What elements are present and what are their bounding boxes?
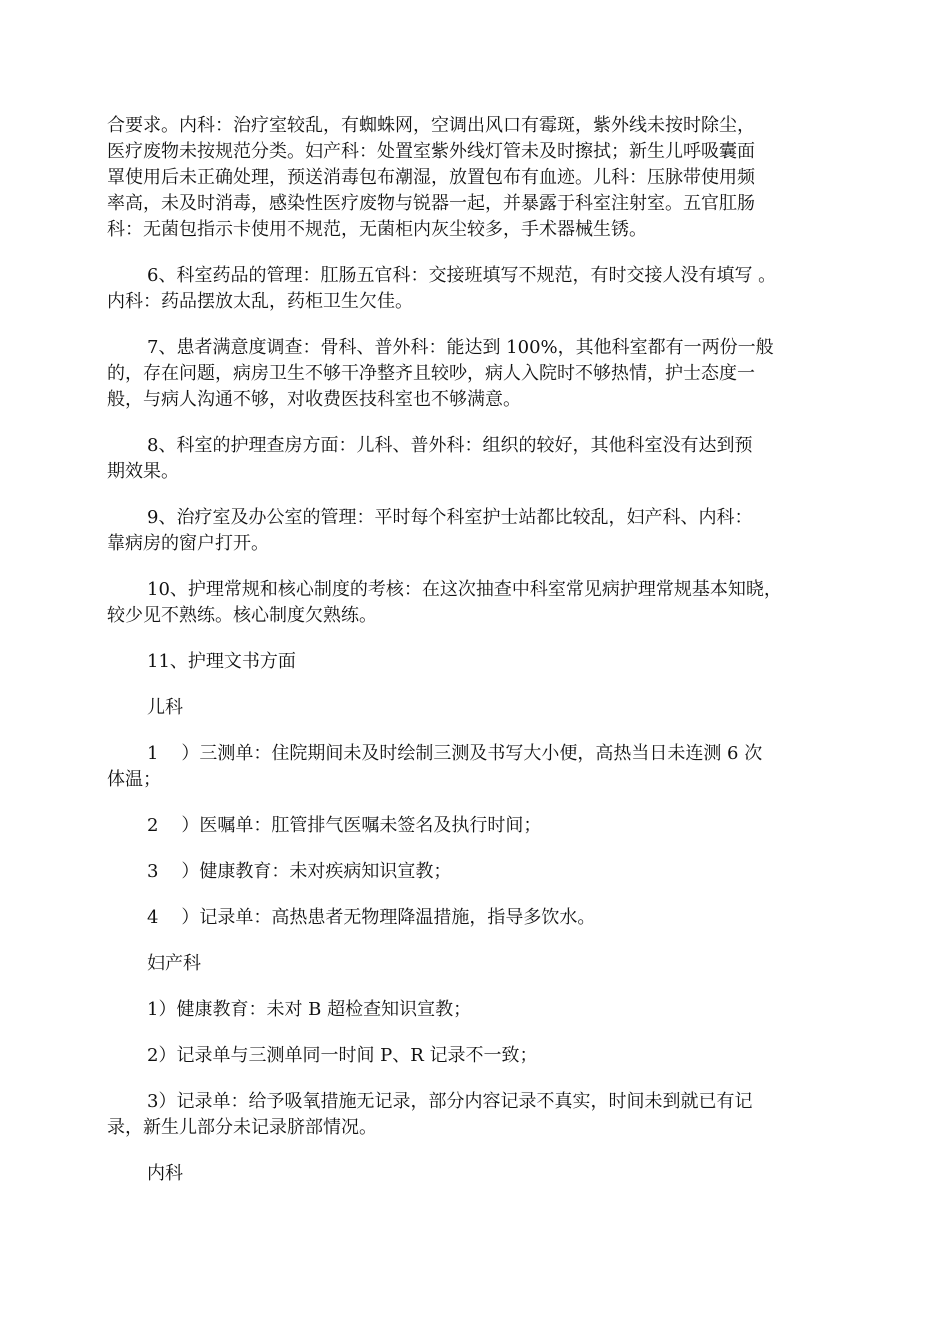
text-line: 8、科室的护理查房方面：儿科、普外科：组织的较好，其他科室没有达到预 [147, 435, 753, 456]
text-line: 般，与病人沟通不够，对收费医技科室也不够满意。 [107, 389, 521, 410]
document-body [107, 113, 867, 1207]
paragraph [107, 813, 867, 839]
text-line: 3 ）健康教育：未对疾病知识宣教； [147, 861, 452, 882]
text-line: 儿科 [147, 697, 183, 718]
paragraph [107, 695, 867, 721]
text-line: 10、护理常规和核心制度的考核：在这次抽查中科室常见病护理常规基本知晓， [147, 579, 782, 600]
text-line: 的，存在问题，病房卫生不够干净整齐且较吵，病人入院时不够热情，护士态度一 [107, 363, 755, 384]
paragraph [107, 997, 867, 1023]
text-line: 11、护理文书方面 [147, 651, 296, 672]
text-line: 靠病房的窗户打开。 [107, 533, 269, 554]
paragraph [107, 1043, 867, 1069]
text-line: 较少见不熟练。核心制度欠熟练。 [107, 605, 377, 626]
paragraph [107, 335, 867, 413]
text-line: 体温； [107, 769, 161, 790]
paragraph [107, 505, 867, 557]
text-line: 妇产科 [147, 953, 201, 974]
paragraph [107, 1161, 867, 1187]
paragraph [107, 859, 867, 885]
text-line: 罩使用后未正确处理，预送消毒包布潮湿，放置包布有血迹。儿科：压脉带使用频 [107, 167, 755, 188]
text-line: 7、患者满意度调查：骨科、普外科：能达到 100%，其他科室都有一两份一般 [147, 337, 774, 358]
text-line: 内科 [147, 1163, 183, 1184]
text-line: 1 ）三测单：住院期间未及时绘制三测及书写大小便，高热当日未连测 6 次 [147, 743, 763, 764]
text-line: 率高，未及时消毒，感染性医疗废物与锐器一起，并暴露于科室注射室。五官肛肠 [107, 193, 755, 214]
text-line: 内科：药品摆放太乱，药柜卫生欠佳。 [107, 291, 413, 312]
text-line: 录，新生儿部分未记录脐部情况。 [107, 1117, 377, 1138]
text-line: 期效果。 [107, 461, 179, 482]
paragraph [107, 649, 867, 675]
paragraph [107, 433, 867, 485]
paragraph [107, 577, 867, 629]
text-line: 4 ）记录单：高热患者无物理降温措施，指导多饮水。 [147, 907, 596, 928]
paragraph [107, 1089, 867, 1141]
text-line: 3）记录单：给予吸氧措施无记录，部分内容记录不真实，时间未到就已有记 [147, 1091, 753, 1112]
text-line: 2 ）医嘱单：肛管排气医嘱未签名及执行时间； [147, 815, 542, 836]
paragraph [107, 951, 867, 977]
text-line: 医疗废物未按规范分类。妇产科：处置室紫外线灯管未及时擦拭；新生儿呼吸囊面 [107, 141, 755, 162]
text-line: 2）记录单与三测单同一时间 P、R 记录不一致； [147, 1045, 538, 1066]
text-line: 6、科室药品的管理：肛肠五官科：交接班填写不规范，有时交接人没有填写 。 [147, 265, 777, 286]
paragraph [107, 905, 867, 931]
text-line: 合要求。内科：治疗室较乱，有蜘蛛网，空调出风口有霉斑，紫外线未按时除尘， [107, 115, 755, 136]
text-line: 9、治疗室及办公室的管理：平时每个科室护士站都比较乱，妇产科、内科： [147, 507, 753, 528]
text-line: 1）健康教育：未对 B 超检查知识宣教； [147, 999, 472, 1020]
paragraph [107, 113, 867, 243]
paragraph [107, 263, 867, 315]
text-line: 科：无菌包指示卡使用不规范，无菌柜内灰尘较多，手术器械生锈。 [107, 219, 647, 240]
paragraph [107, 741, 867, 793]
